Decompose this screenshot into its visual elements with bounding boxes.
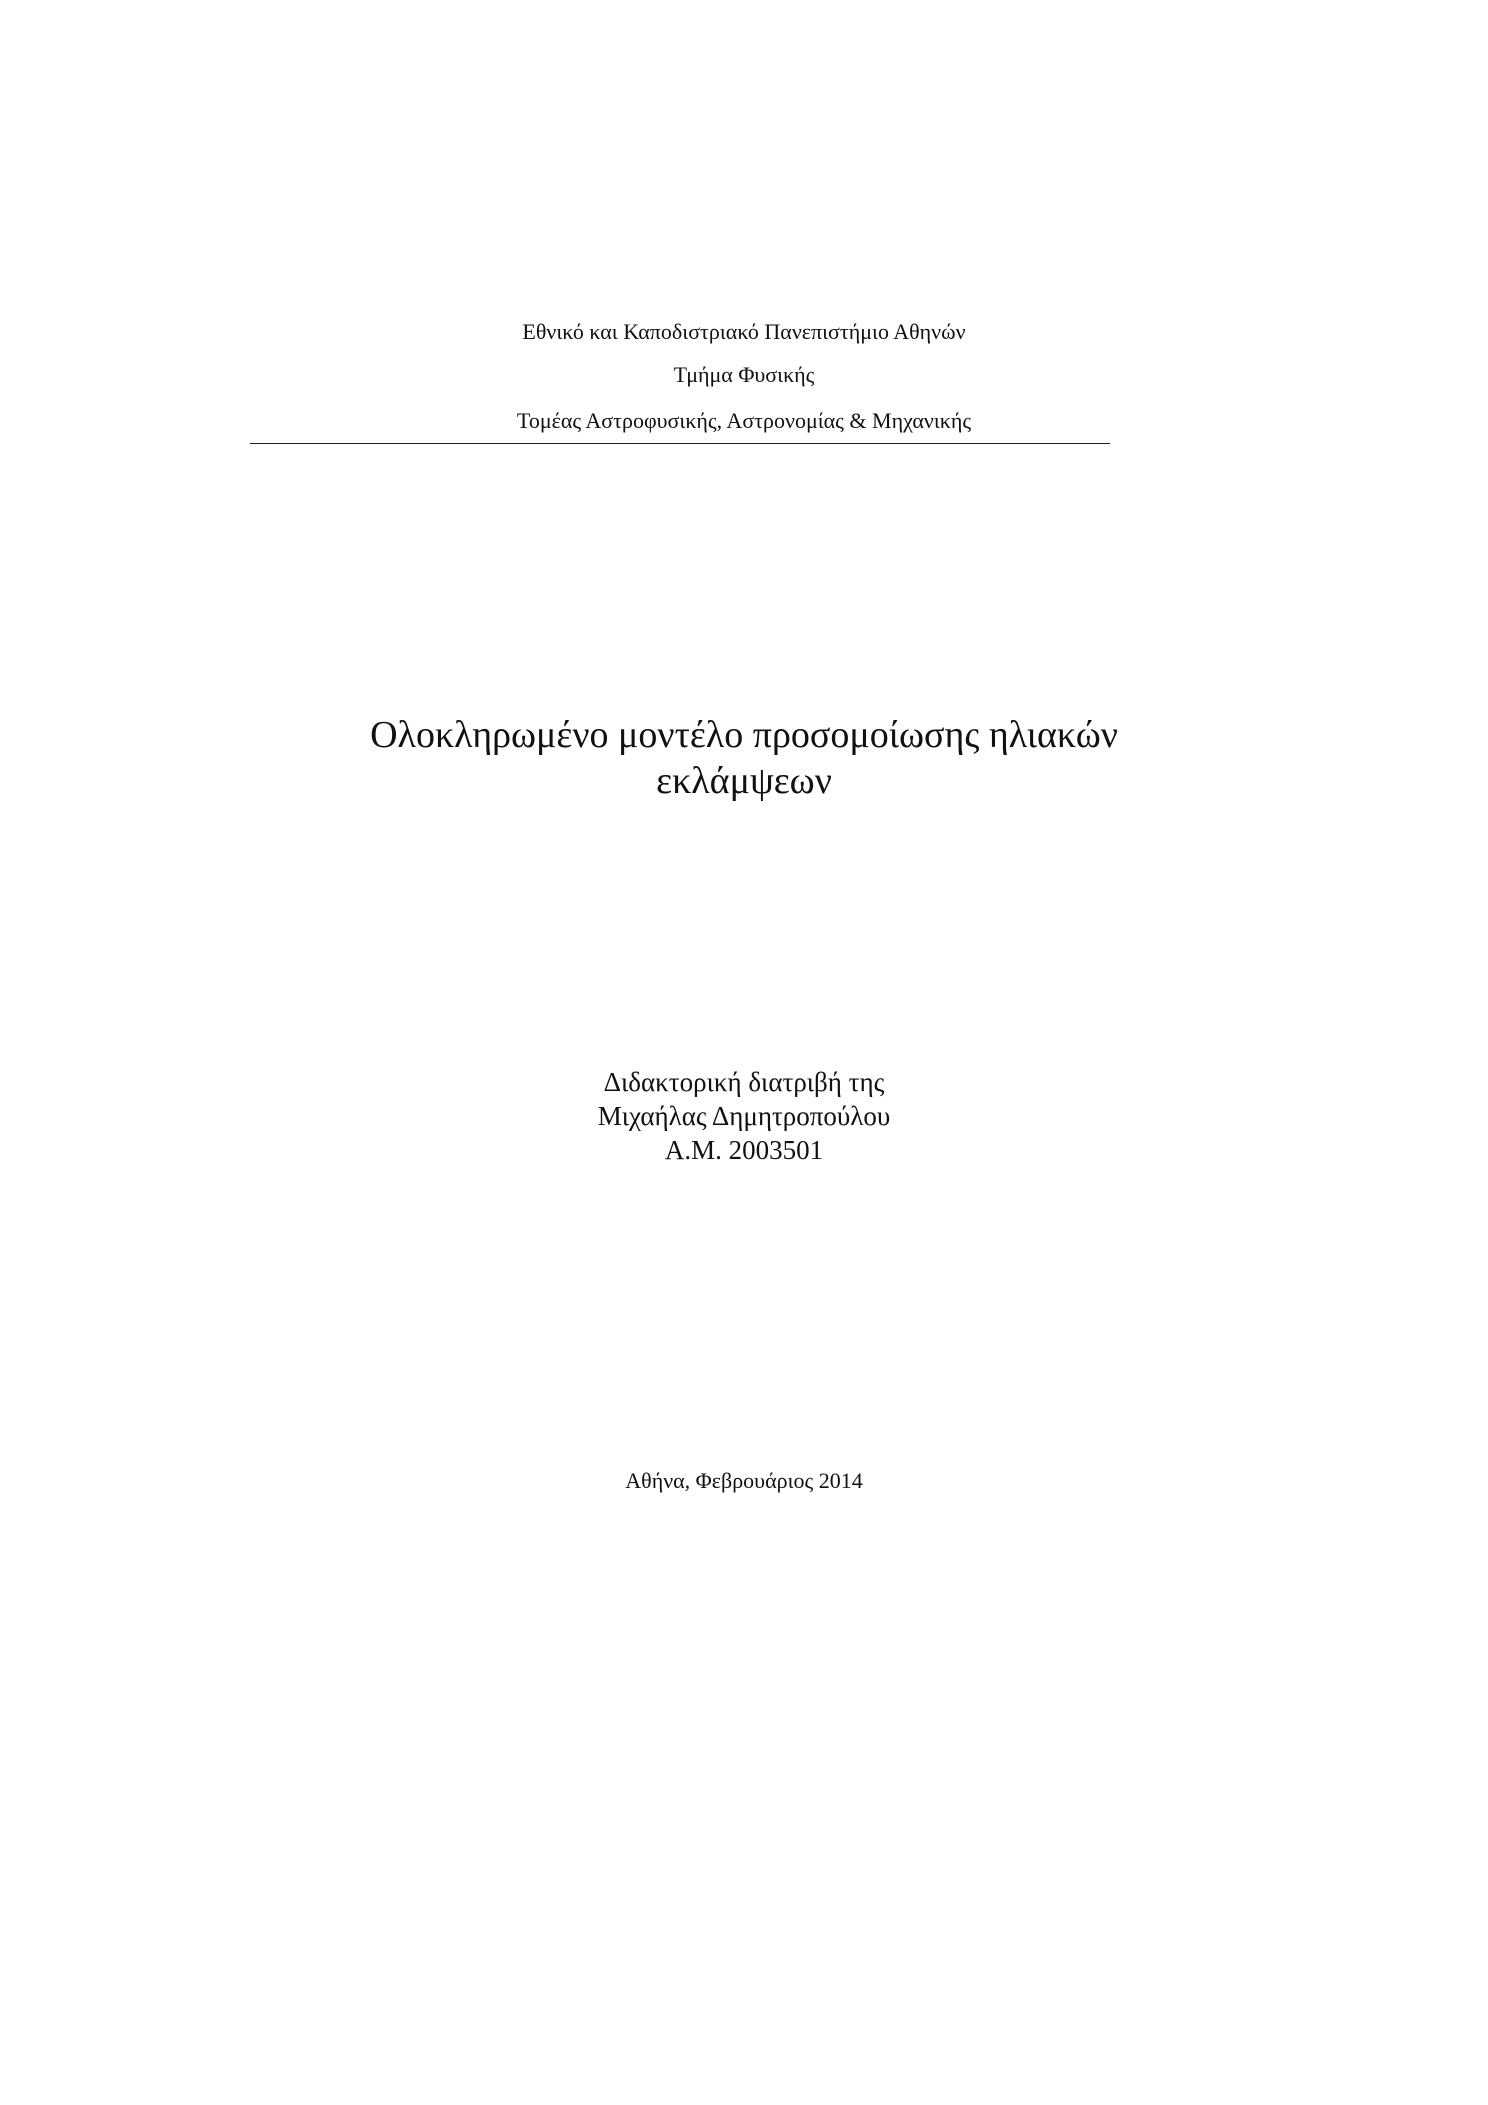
thesis-title-line-2: εκλάμψεων	[656, 760, 832, 802]
header-divider	[250, 443, 1110, 444]
thesis-type: Διδακτορική διατριβή της	[603, 1067, 885, 1097]
place-and-date: Αθήνα, Φεβρουάριος 2014	[625, 1468, 863, 1493]
department-name: Τμήμα Φυσικής	[673, 362, 815, 387]
thesis-title-line-1: Ολοκληρωμένο μοντέλο προσομοίωσης ηλιακών	[370, 714, 1118, 756]
student-id: Α.Μ. 2003501	[664, 1135, 824, 1165]
author-name: Μιχαήλας Δημητροπούλου	[597, 1101, 891, 1131]
university-name: Εθνικό και Καποδιστριακό Πανεπιστήμιο Αθηνών	[522, 319, 966, 344]
sector-name: Τομέας Αστροφυσικής, Αστρονομίας & Μηχανικής	[516, 408, 972, 433]
